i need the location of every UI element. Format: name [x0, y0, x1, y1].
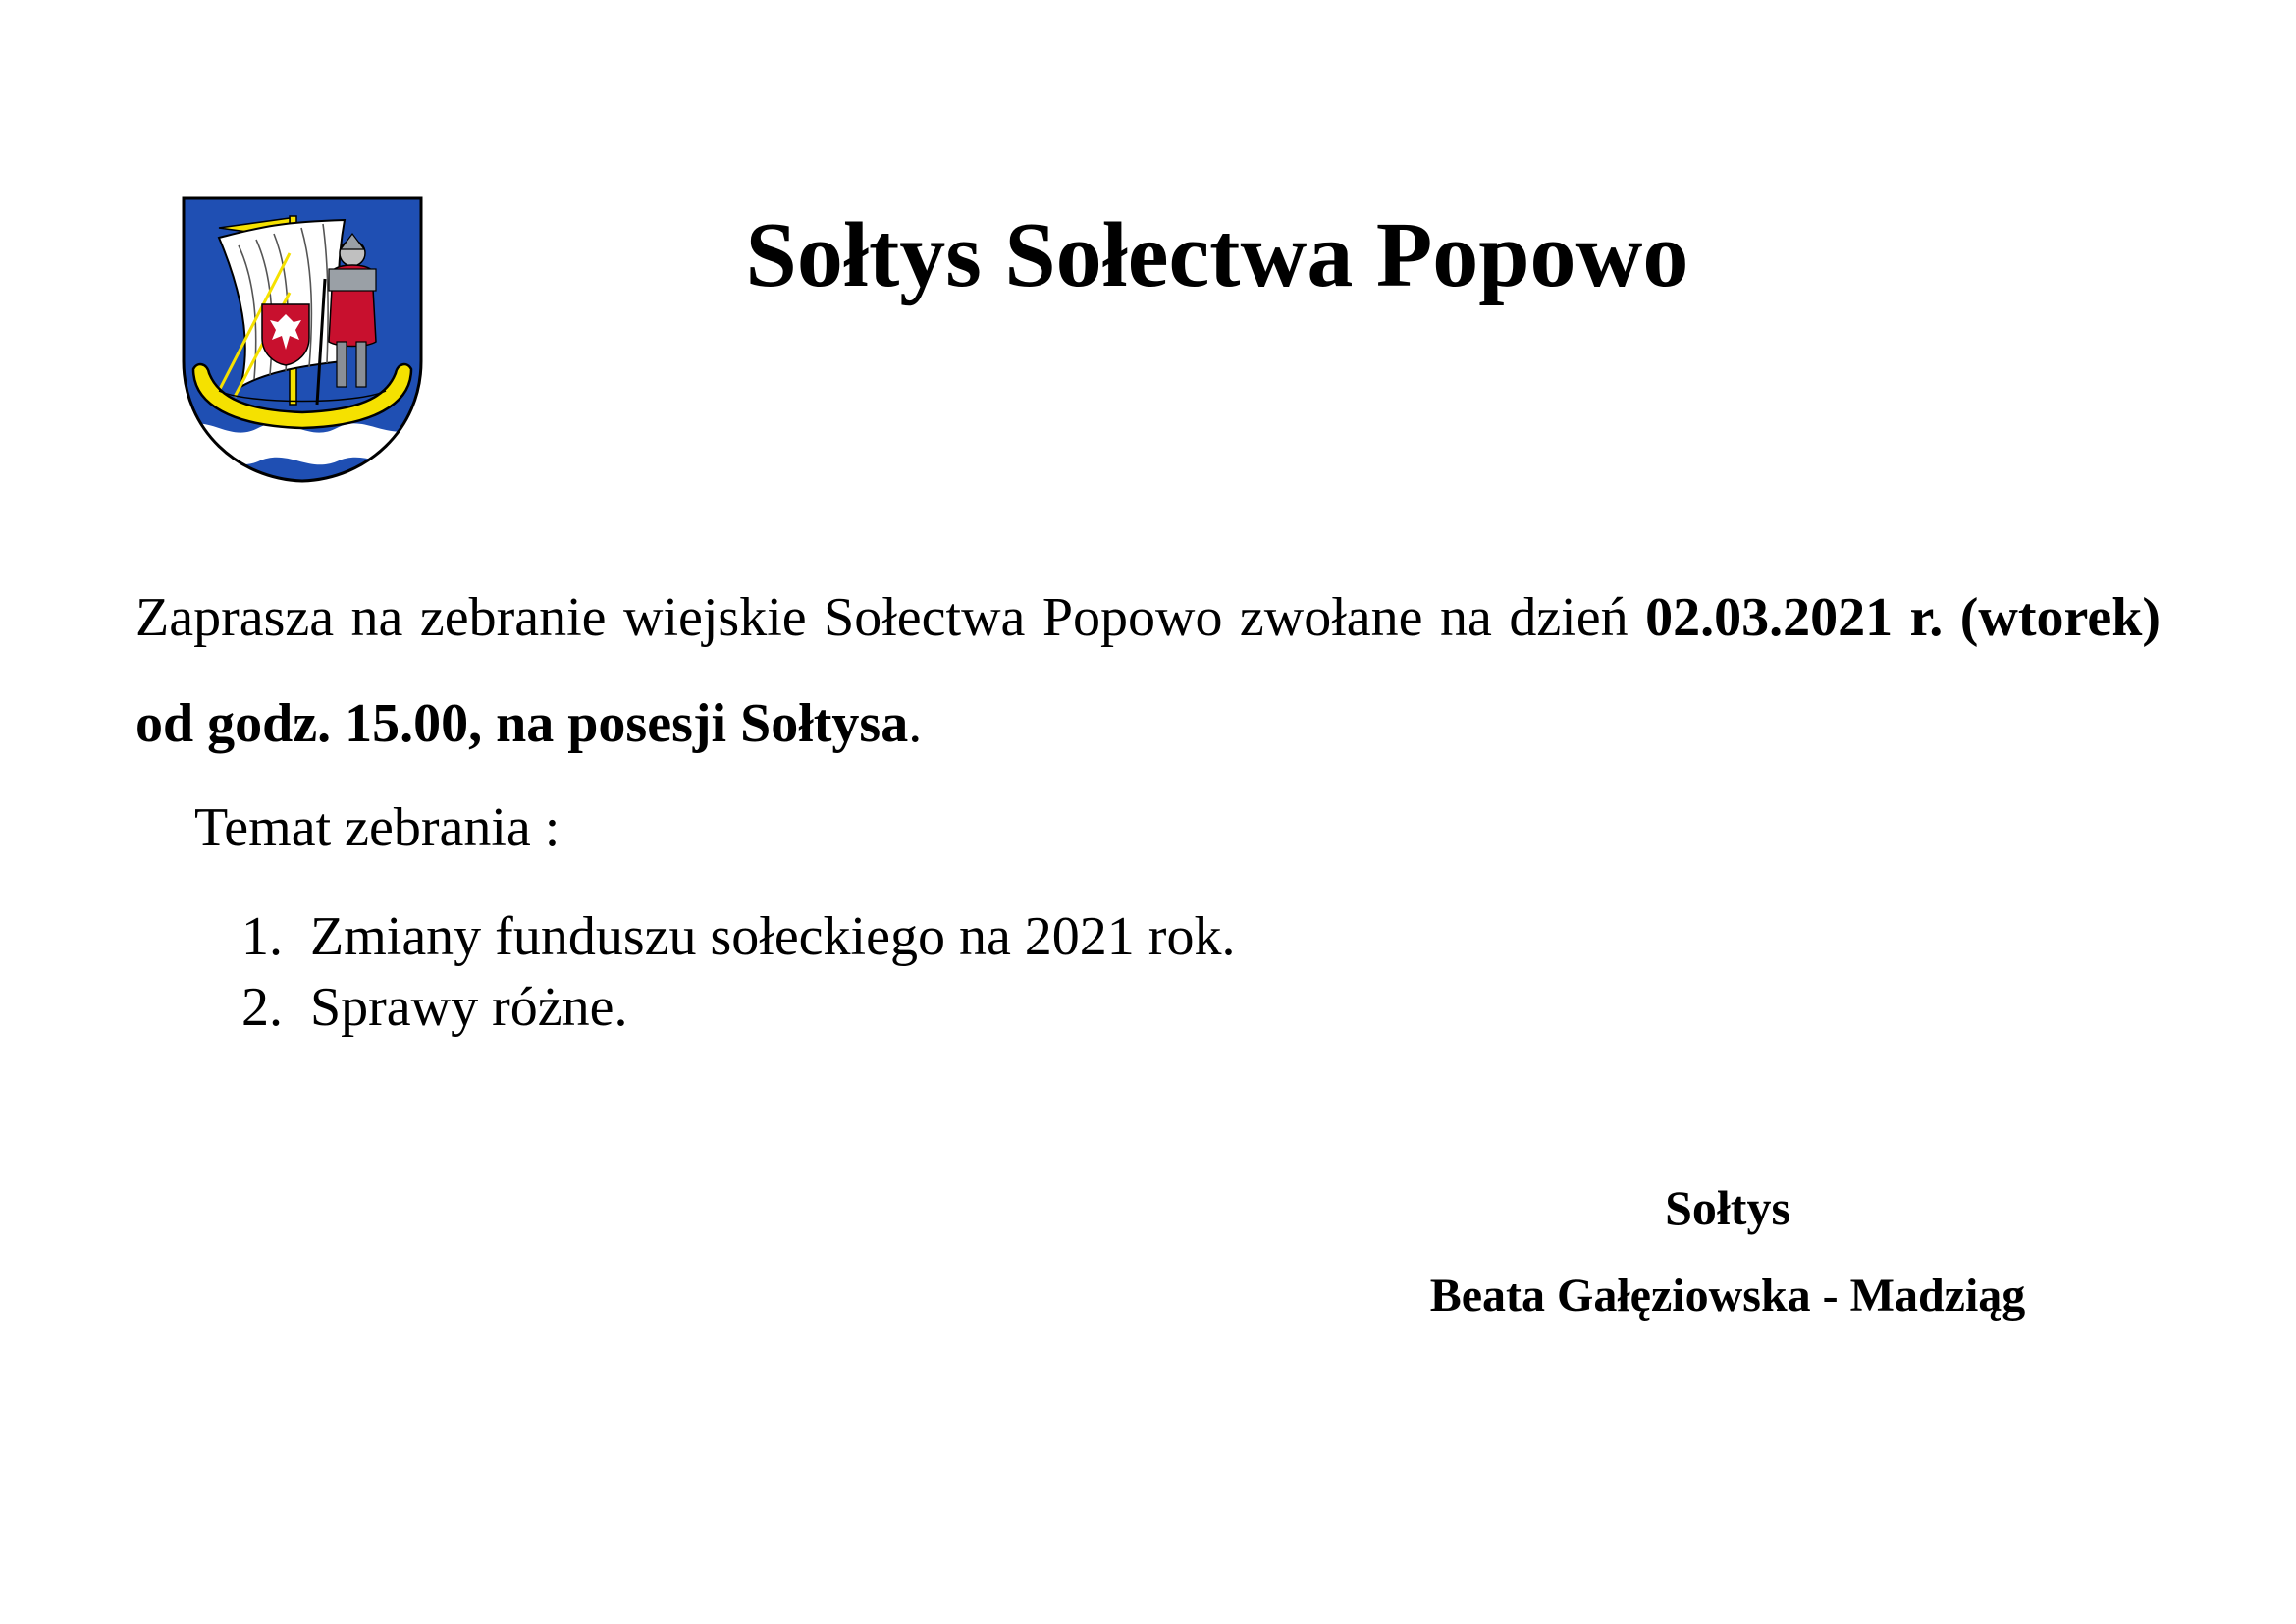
signature-name: Beata Gałęziowska - Madziąg	[1429, 1270, 2026, 1322]
list-item-number: 1.	[241, 906, 283, 967]
meeting-notice	[135, 565, 2161, 777]
list-item	[241, 901, 1235, 972]
list-item	[241, 972, 1235, 1043]
notice-text: Zaprasza na zebranie wiejskie Sołectwa Popowo zwołane na dzień	[135, 587, 1646, 648]
coat-of-arms-icon	[180, 194, 425, 485]
page-title: Sołtys Sołectwa Popowo	[745, 204, 1689, 306]
list-item-text: Sprawy różne.	[310, 977, 628, 1038]
list-item-number: 2.	[241, 977, 283, 1038]
agenda-list	[241, 901, 1235, 1043]
agenda-heading: Temat zebrania :	[194, 797, 561, 858]
notice-date-place: 02.03.2021 r. (wtorek) od godz. 15.00, na posesji Sołtysa	[135, 587, 2161, 754]
signature-role: Sołtys	[1665, 1180, 1790, 1235]
list-item-text: Zmiany funduszu sołeckiego na 2021 rok.	[310, 906, 1236, 967]
notice-end: .	[908, 693, 923, 754]
